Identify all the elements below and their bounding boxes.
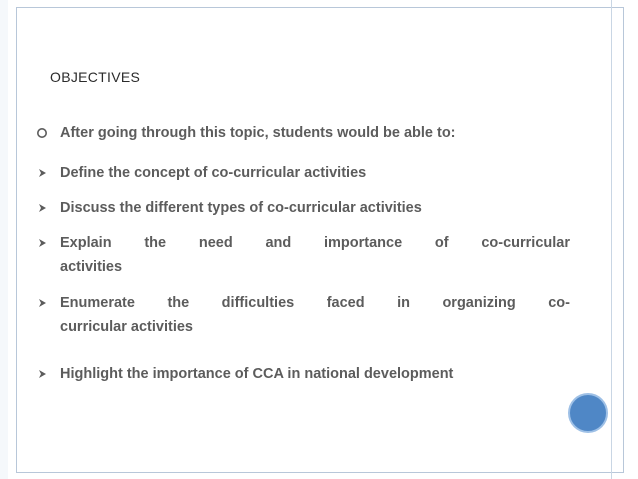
intro-item [36, 124, 570, 142]
list-item [36, 199, 570, 217]
arrow-chevron-bullet-icon [36, 366, 50, 382]
arrow-chevron-bullet-icon [36, 165, 50, 181]
objective-text: Highlight the importance of CCA in national development [60, 366, 454, 382]
list-item [36, 164, 570, 182]
decorative-circle [568, 393, 608, 433]
left-edge-band [0, 0, 8, 479]
intro-text: After going through this topic, students would be able to: [60, 125, 456, 141]
arrow-chevron-bullet-icon [36, 295, 50, 311]
list-item [36, 365, 570, 383]
objective-text-continued: activities [60, 259, 123, 275]
arrow-chevron-bullet-icon [36, 200, 50, 216]
objective-text: Enumerate the difficulties faced in organizing co- [60, 295, 570, 311]
objective-text: Discuss the different types of co-curricular activities [60, 200, 422, 216]
right-divider [611, 0, 612, 479]
arrow-chevron-bullet-icon [36, 235, 50, 251]
hollow-circle-bullet-icon [36, 125, 50, 141]
objective-text: Explain the need and importance of co-curricular [60, 235, 570, 251]
list-item [36, 294, 570, 336]
slide-title: OBJECTIVES [50, 69, 141, 85]
objective-text-continued: curricular activities [60, 319, 193, 335]
objective-text: Define the concept of co-curricular activities [60, 165, 367, 181]
list-item [36, 234, 570, 276]
